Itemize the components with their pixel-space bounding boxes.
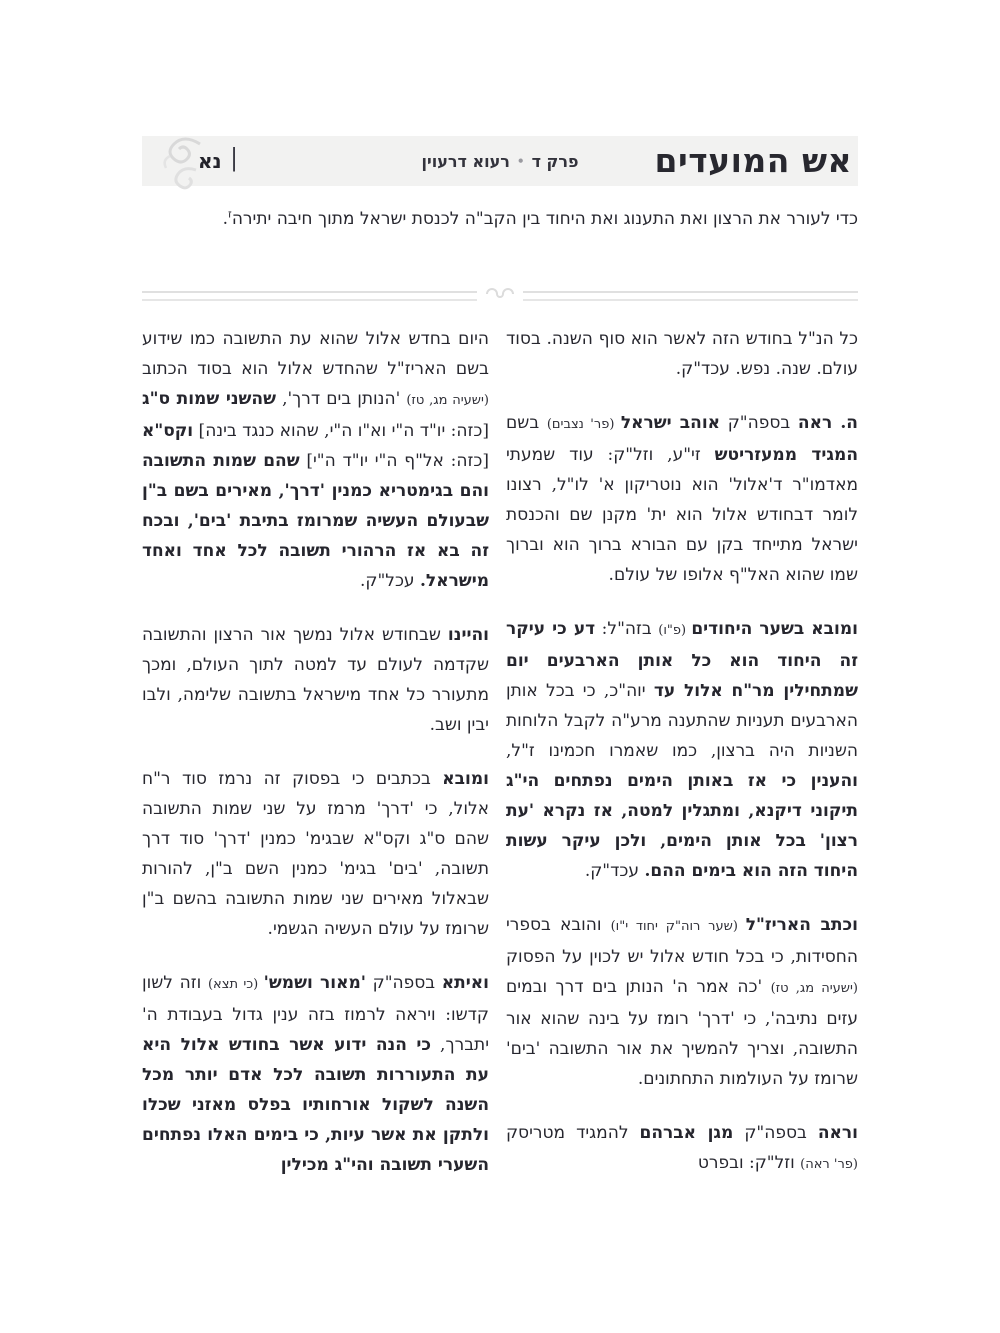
section-divider (142, 291, 858, 301)
text-segment: (ישעיה מג, טז) (406, 393, 489, 408)
text-columns (142, 324, 858, 1223)
paragraph (142, 204, 858, 234)
text-segment: בספה"ק (720, 413, 798, 433)
intro-paragraph (142, 204, 858, 234)
text-segment: יוה"כ, כי בכל אותן הארבעים תעניות שהתענה מרע"ה לקבל הלוחות השניות היה ברצון, כמו שאמרו חכמינו ז"ל, (506, 681, 858, 761)
text-segment: זי"ע, וזל"ק: עוד שמעתי מאדמו"ר ד'אלול' הוא נוטריקון א' לו"ל, רצונו לומר דבחודש אלול הוא ית' מקנן שם והכנסת ישראל מתייחד בקן עם הבורא ברוך הוא וברוך שמו שהוא האל"ף אלופו של עולם. (506, 445, 858, 585)
text-segment: דע כי עיקר זה היחוד הוא כל אותן הארבעים יום שמתחילין מר"ח אלול עד (506, 619, 858, 701)
text-segment: כי הנה ידוע אשר בחודש אלול היא עת התעוררות תשובה לכל אדם יותר מכל השנה לשקול אורחותיו בפלס מאזני שכלו ולתקן את אשר עיות, כי בימים האלו נפתחים השערי תשובה והי"ג מכילין (142, 1035, 489, 1175)
text-segment: (שער רוה"ק יחוד י"ו) (610, 919, 746, 934)
text-segment: (ישעיה מג, טז) (770, 981, 858, 996)
column-right (506, 324, 858, 1180)
paragraph (506, 614, 858, 886)
text-segment: אוהב ישראל (620, 413, 721, 433)
text-segment: 'הנותן בים דרך', (276, 389, 407, 409)
bullet-separator: • (516, 154, 525, 168)
text-segment: (פר' ראה) (800, 1157, 858, 1172)
text-segment: להמגיד מטריסק (506, 1123, 640, 1143)
text-segment: והיינו (447, 625, 489, 645)
text-segment: וקס"א (142, 421, 194, 441)
paragraph (142, 764, 489, 944)
chapter-subtitle (422, 136, 579, 187)
column-left (142, 324, 489, 1180)
text-segment: עכל"ק. (360, 571, 420, 591)
text-segment: והענין כי אז באותן הימים נפתחים הי"ג תיקוני דיקנא, ומתגלין למטה, אז נקרא 'עת רצון' בכל אותן הימים, ולכן עיקר עשות היחוד הזה הוא בימים ההם. (506, 771, 858, 881)
text-segment: ומובא (442, 769, 489, 789)
text-segment: כדי לעורר את הרצון ואת התענוג ואת היחוד בין הקב"ה לכנסת ישראל מתוך חיבה יתירה (231, 209, 858, 229)
text-segment: בשם (506, 413, 547, 433)
text-segment: (פ"ו) (658, 623, 692, 638)
text-segment: ז (228, 207, 232, 221)
paragraph (506, 910, 858, 1094)
text-segment: וראה (817, 1123, 858, 1143)
page-number: נא (198, 149, 222, 173)
paragraph (506, 324, 858, 384)
book-title: אש המועדים (654, 141, 852, 180)
text-segment: שהשני שמות ס"ג (142, 389, 276, 409)
text-segment: ה. (832, 413, 858, 433)
text-segment: 'כה אמר ה' הנותן בים דרך ובמים עזים נתיבה', כי 'דרך' רומז על בינה שהוא אור התשובה, וצריך להמשיך את אור התשובה 'בים' שרומז על העולמות התחתונים. (506, 977, 858, 1089)
text-segment: שהם שמות התשובה והם בגימטריא כמנין 'דרך', מאירים בשם ב"ן שבעולם העשיה שמרומז בתיבת 'בים', ובכח זה בא אז הרהורי תשובה לכל אחד ואחד מישראל. (142, 451, 489, 591)
text-segment: ומובא בשער היחודים (691, 619, 858, 639)
text-segment: בזה"ל: (595, 619, 659, 639)
text-segment: ואיתא (441, 973, 490, 993)
text-segment: . (222, 209, 228, 229)
paragraph (142, 620, 489, 740)
text-segment: [כזה: יו"ד ה"י וא"ו ה"י, שהוא כנגד בינה] (193, 421, 489, 441)
text-segment: (פר' נצבים) (546, 417, 621, 432)
text-segment: שבחודש אלול נמשך אור הרצון והתשובה שקדמה לעולם עד למטה לתוך העולם, ומכך מתעורר כל אחד מישראל בתשובה שלימה, ולבו יבין ושב. (142, 625, 489, 735)
page-header (142, 136, 858, 186)
text-segment: בכתבים כי בפסוק זה נרמז סוד ר"ח אלול, כי 'דרך' מרמז על שני שמות התשובה שהם ס"ג וקס"א שבגימ' כמנין 'דרך' סוד דרך תשובה, 'בים' בגימ' כמנין השם ב"ן, להורות שבאלול מאירים שני שמות התשובה בהשם ב"ן שרומז על עולם העשיה הגשמי. (142, 769, 489, 939)
text-segment: והובא בספרי החסידות, כי בכל חודש אלול יש לכוין על הפסוק (506, 915, 858, 967)
text-segment: היום בחדש אלול שהוא עת התשובה כמו שידוע בשם האריז"ל שהחדש אלול הוא בסוד הכתוב (142, 329, 489, 379)
text-segment: עכד"ק. (584, 861, 645, 881)
page-number-divider: | (230, 144, 239, 172)
text-segment: וזה לשון קדשו: ויראה לרמוז בזה ענין גדול בעבודת ה' יתברך, (142, 973, 489, 1055)
text-segment: מגן אברהם (639, 1123, 734, 1143)
text-segment: וזל"ק: ובפרט (697, 1153, 801, 1173)
text-segment: (כי תצא) (207, 977, 264, 992)
text-segment: המגיד ממעזריטש (714, 445, 859, 465)
chapter-label: פרק ד (531, 152, 579, 171)
paragraph (506, 1118, 858, 1180)
paragraph (142, 968, 489, 1180)
text-segment: וכתב האריז"ל (745, 915, 859, 935)
paragraph (506, 408, 858, 590)
text-segment: ראה (797, 413, 833, 433)
text-segment: 'מאור ושמש' (263, 973, 366, 993)
text-segment: כל הנ"ל בחודש הזה לאשר הוא סוף השנה. בסוד עולם. שנה. נפש. עכד"ק. (506, 329, 858, 379)
text-segment: בספה"ק (733, 1123, 818, 1143)
divider-scroll-icon (477, 286, 523, 306)
text-segment: [כזה: אל"ף ה"י יו"ד ה"י] (299, 451, 489, 471)
paragraph (142, 324, 489, 596)
section-name: רעוא דרעוין (421, 152, 510, 171)
text-segment: בספה"ק (365, 973, 442, 993)
